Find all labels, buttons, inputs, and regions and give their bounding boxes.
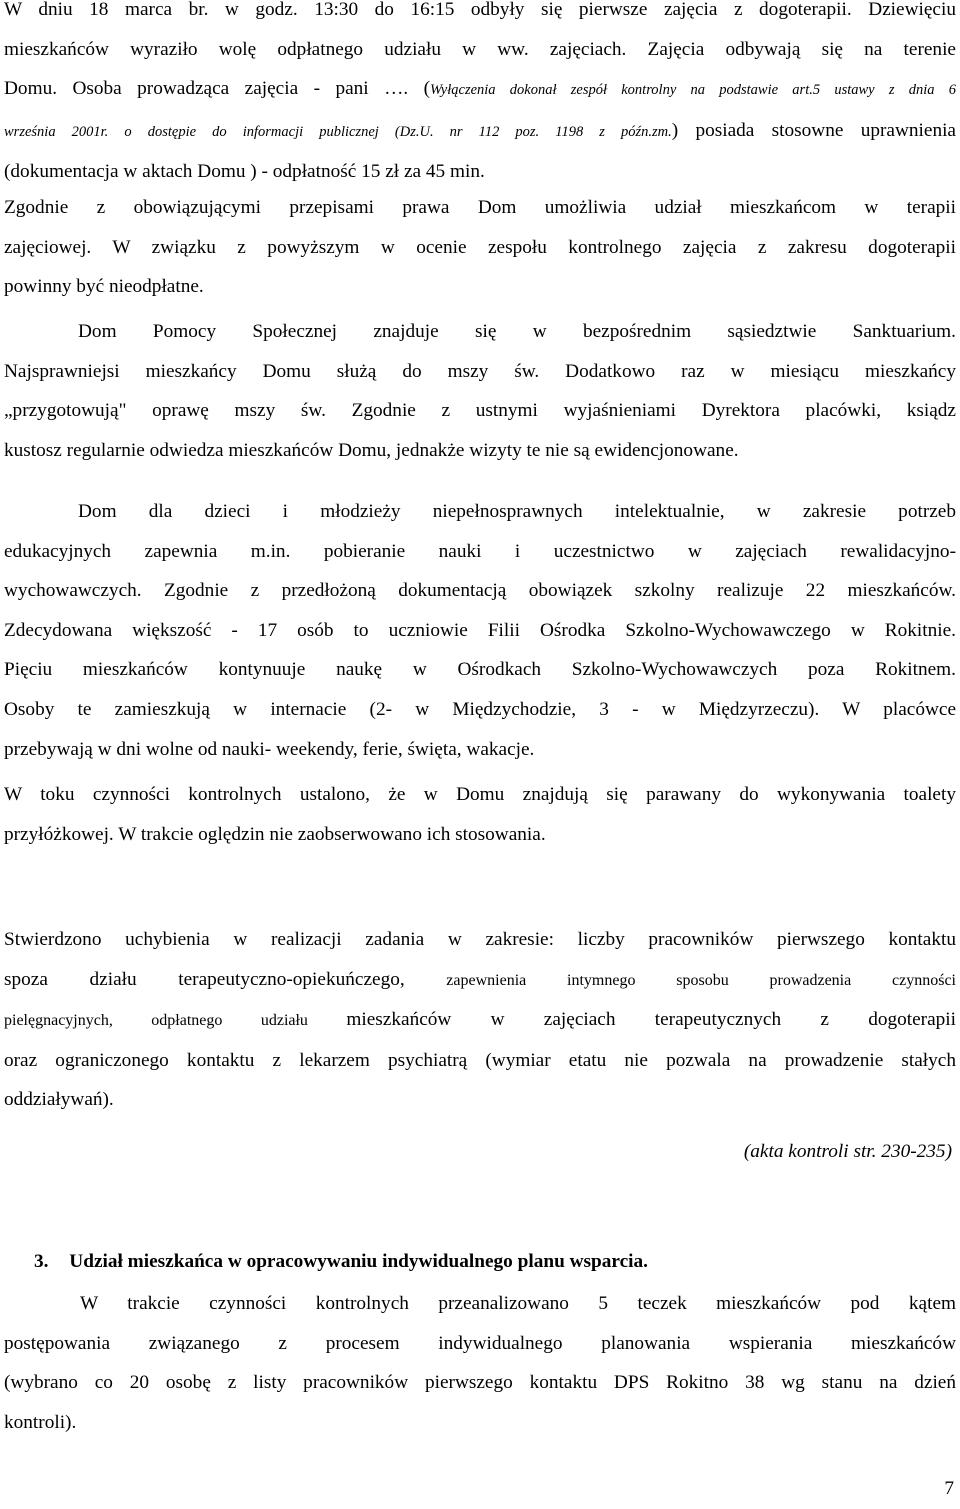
text-line: postępowania związanego z procesem indywidualnego planowania wspierania mieszkańców	[4, 1332, 956, 1354]
text-line: Osoby te zamieszkują w internacie (2- w Międzychodzie, 3 - w Międzyrzeczu). W placówce	[4, 698, 956, 720]
paragraph-plan-wsparcia	[4, 1284, 956, 1442]
page-number: 7	[944, 1478, 954, 1499]
redaction-note-cont: września 2001r. o dostępie do informacji publicznej (Dz.U. nr 112 poz. 1198 z późn.zm.	[4, 123, 672, 140]
text-line: spoza działu terapeutyczno-opiekuńczego, zapewnienia intymnego sposobu prowadzenia czynności	[4, 968, 956, 990]
paragraph-uchybienia	[4, 920, 956, 1120]
section-number: 3.	[34, 1251, 49, 1272]
text-line: (dokumentacja w aktach Domu ) - odpłatność 15 zł za 45 min.	[4, 161, 485, 183]
text-line: przyłóżkowej. W trakcie oględzin nie zaobserwowano ich stosowania.	[4, 823, 546, 845]
text-line: września 2001r. o dostępie do informacji publicznej (Dz.U. nr 112 poz. 1198 z późn.zm.) posiada stosowne uprawnienia	[4, 119, 956, 141]
paragraph-dogoterapia	[4, 0, 956, 192]
text-line: (wybrano co 20 osobę z listy pracowników pierwszego kontaktu DPS Rokitno 38 wg stanu na dzień	[4, 1372, 956, 1394]
text-line: wychowawczych. Zgodnie z przedłożoną dokumentacją obowiązek szkolny realizuje 22 mieszkańców.	[4, 580, 956, 602]
text-line: kontroli).	[4, 1411, 77, 1433]
text-line: Dom dla dzieci i młodzieży niepełnosprawnych intelektualnie, w zakresie potrzeb	[78, 501, 956, 522]
text-line: Pięciu mieszkańców kontynuuje naukę w Ośrodkach Szkolno-Wychowawczych poza Rokitnem.	[4, 659, 956, 681]
text-line: edukacyjnych zapewnia m.in. pobieranie nauki i uczestnictwo w zajęciach rewalidacyjno-	[4, 540, 956, 562]
text-line: kustosz regularnie odwiedza mieszkańców Domu, jednakże wizyty te nie są ewidencjonowane.	[4, 439, 739, 461]
text-line: W toku czynności kontrolnych ustalono, że w Domu znajdują się parawany do wykonywania toalety	[4, 784, 956, 805]
section-title: Udział mieszkańca w opracowywaniu indywidualnego planu wsparcia.	[69, 1251, 648, 1272]
text-line: Dom Pomocy Społecznej znajduje się w bezpośrednim sąsiedztwie Sanktuarium.	[78, 321, 956, 342]
text-line: „przygotowują" oprawę mszy św. Zgodnie z ustnymi wyjaśnieniami Dyrektora placówki, ksiądz	[4, 400, 956, 422]
text-line: Zdecydowana większość - 17 osób to uczniowie Filii Ośrodka Szkolno-Wychowawczego w Rokitnie.	[4, 619, 956, 641]
paragraph-edukacja	[4, 492, 956, 769]
text-line: W dniu 18 marca br. w godz. 13:30 do 16:15 odbyły się pierwsze zajęcia z dogoterapii. Dziewięciu	[4, 0, 956, 20]
text-line: Stwierdzono uchybienia w realizacji zadania w zakresie: liczby pracowników pierwszego kontaktu	[4, 929, 956, 950]
paragraph-terapia-zajeciowa	[4, 188, 956, 307]
text-line: W trakcie czynności kontrolnych przeanalizowano 5 teczek mieszkańców pod kątem	[80, 1293, 956, 1314]
redaction-note: Wyłączenia dokonał zespół kontrolny na podstawie art.5 ustawy z dnia 6	[430, 82, 957, 99]
paragraph-parawany	[4, 775, 956, 854]
text-line: pielęgnacyjnych, odpłatnego udziału mieszkańców w zajęciach terapeutycznych z dogoterapii	[4, 1009, 957, 1031]
text-line: mieszkańców wyraziło wolę odpłatnego udziału w ww. zajęciach. Zajęcia odbywają się na terenie	[4, 38, 956, 60]
reference-note: (akta kontroli str. 230-235)	[743, 1141, 952, 1162]
section-heading	[34, 1251, 648, 1273]
text-line: zajęciowej. W związku z powyższym w ocenie zespołu kontrolnego zajęcia z zakresu dogoterapii	[4, 236, 956, 258]
paragraph-sanktuarium	[4, 312, 956, 470]
text-line: powinny być nieodpłatne.	[4, 276, 204, 298]
text-line: Zgodnie z obowiązującymi przepisami prawa Dom umożliwia udział mieszkańcom w terapii	[4, 197, 956, 218]
text-line: Najsprawniejsi mieszkańcy Domu służą do mszy św. Dodatkowo raz w miesiącu mieszkańcy	[4, 360, 956, 382]
text-line: oddziaływań).	[4, 1089, 114, 1111]
text-line: przebywają w dni wolne od nauki- weekendy, ferie, święta, wakacje.	[4, 738, 535, 760]
text-line: Domu. Osoba prowadząca zajęcia - pani …. (Wyłączenia dokonał zespół kontrolny na podstawie art.5 ustawy z dnia 6	[4, 78, 957, 100]
text-line: oraz ograniczonego kontaktu z lekarzem psychiatrą (wymiar etatu nie pozwala na prowadzenie stałych	[4, 1049, 956, 1071]
